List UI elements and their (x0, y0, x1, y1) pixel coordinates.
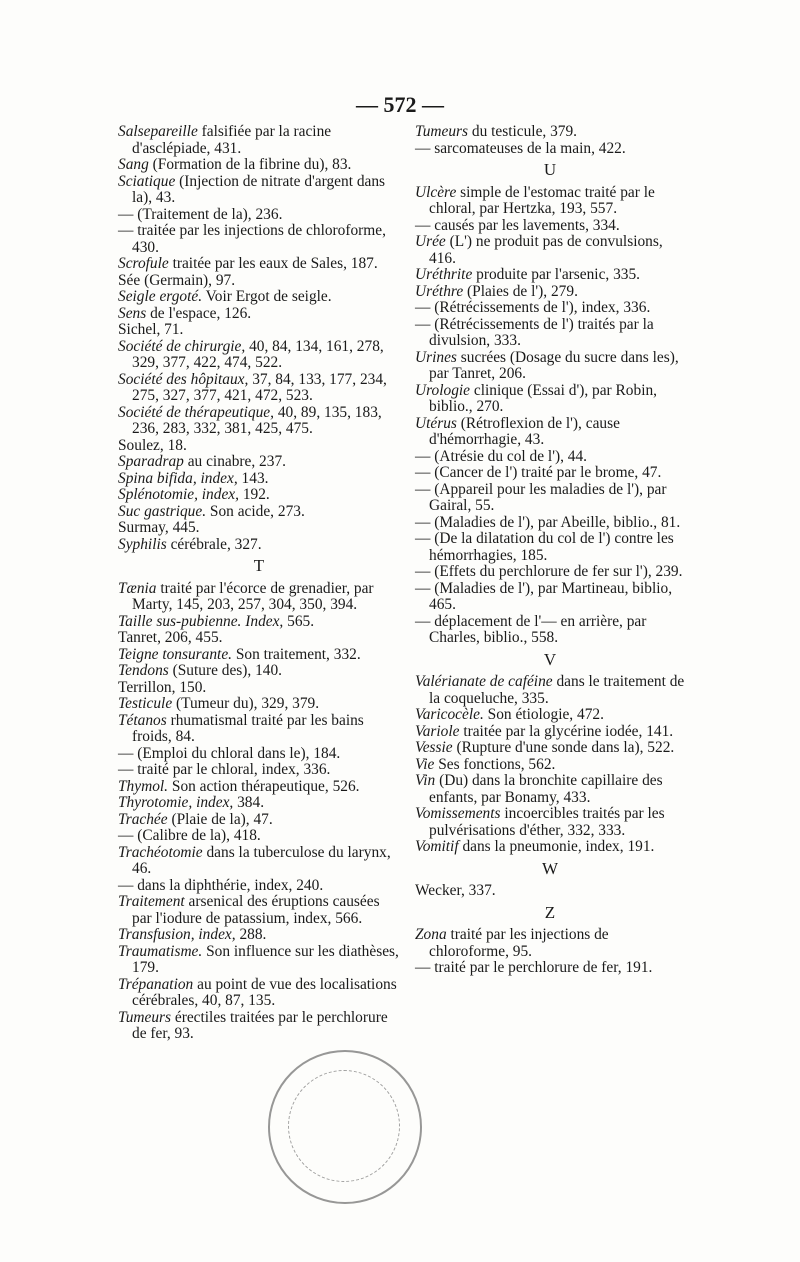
index-term: Sens (118, 304, 147, 322)
index-term: Société des hôpitaux, (118, 370, 249, 388)
index-details: Soulez, 18. (118, 436, 187, 454)
index-term: Salsepareille (118, 123, 198, 140)
index-details: Sée (Germain), 97. (118, 271, 236, 289)
index-entry (415, 531, 685, 564)
index-term: Tendons (118, 662, 169, 679)
section-letter: U (543, 160, 557, 179)
index-entry (118, 713, 400, 746)
index-term: Urologie (415, 381, 471, 399)
index-details: traité par les injections de chloroforme, 95. (429, 926, 609, 960)
index-entry (415, 350, 685, 383)
index-entry (118, 471, 400, 488)
index-entry (118, 405, 400, 438)
index-details: Son étiologie, 472. (483, 706, 604, 723)
index-details: — traité par le perchlorure de fer, 191. (415, 959, 653, 976)
index-entry (118, 581, 400, 614)
index-entry (415, 141, 685, 158)
index-details: (Suture des), 140. (168, 662, 283, 679)
index-entry (118, 504, 400, 521)
index-entry (118, 124, 400, 157)
index-entry (415, 300, 685, 317)
index-entry (118, 762, 400, 779)
index-details: 40, 84, 134, 161, 278, 329, 377, 422, 474, 522. (132, 337, 384, 371)
index-details: 288. (235, 926, 267, 943)
index-entry (415, 416, 685, 449)
index-details: — déplacement de l'— en arrière, par Charles, biblio., 558. (415, 612, 647, 646)
index-term: Ulcère (415, 183, 457, 201)
section-letter: T (253, 556, 265, 575)
index-entry (118, 663, 400, 680)
index-details: Voir Ergot de seigle. (202, 288, 332, 305)
index-term: Urines (415, 348, 457, 366)
index-details: simple de l'estomac traité par le chloral, par Hertzka, 193, 557. (429, 183, 655, 217)
index-details: — (De la dilatation du col de l') contre les hémorrhagies, 185. (415, 530, 674, 564)
index-term: Splénotomie, index, (118, 486, 239, 503)
index-details: Son traitement, 332. (232, 645, 361, 663)
index-entry (415, 564, 685, 581)
index-term: Valérianate de caféine (415, 673, 553, 690)
index-term: Société de thérapeutique, (118, 403, 274, 421)
index-entry (118, 289, 400, 306)
index-term: Sciatique (118, 172, 176, 190)
index-details: sucrées (Dosage du sucre dans les), par Tanret, 206. (429, 348, 679, 382)
index-entry (415, 515, 685, 532)
index-details: Tanret, 206, 455. (118, 629, 223, 646)
index-entry (415, 218, 685, 235)
index-term: Sang (118, 156, 149, 173)
index-details: 565. (283, 612, 315, 630)
index-details: (Injection de nitrate d'argent dans la), 43. (132, 172, 386, 206)
index-details: — (Rétrécissements de l'), index, 336. (415, 299, 651, 316)
index-entry (118, 207, 400, 224)
index-term: Vessie (415, 739, 453, 756)
index-term: Sparadrap (118, 453, 184, 470)
index-entry (118, 454, 400, 471)
index-term: Syphilis (118, 535, 167, 553)
section-letter: Z (544, 902, 556, 922)
index-term: Traumatisme. (118, 942, 203, 960)
index-entry (415, 724, 685, 741)
index-term: Testicule (118, 695, 173, 712)
index-entry (118, 746, 400, 763)
index-entry (415, 124, 685, 141)
index-entry (415, 740, 685, 757)
index-entry (118, 520, 400, 537)
index-details: — (Appareil pour les maladies de l'), par Gairal, 55. (415, 480, 667, 514)
index-details: incoercibles traités par les pulvérisations d'éther, 332, 333. (429, 805, 665, 839)
index-term: Spina bifida, index, (118, 469, 238, 487)
index-entry (118, 944, 400, 977)
index-entry (118, 339, 400, 372)
index-details: produite par l'arsenic, 335. (472, 266, 641, 283)
index-entry (415, 482, 685, 515)
index-details: falsifiée par la racine d'asclépiade, 431. (132, 123, 332, 157)
index-details: — traitée par les injections de chloroforme, 430. (118, 222, 386, 256)
index-entry (118, 306, 400, 323)
index-entry (415, 465, 685, 482)
index-entry (118, 647, 400, 664)
index-entry (118, 696, 400, 713)
index-entry (118, 537, 400, 554)
index-details: rhumatismal traité par les bains froids, 84. (132, 711, 364, 745)
index-entry (415, 185, 685, 218)
index-term: Société de chirurgie, (118, 337, 246, 355)
section-letter: W (541, 858, 559, 878)
index-entry (118, 894, 400, 927)
index-details: (Plaies de l'), 279. (463, 282, 578, 300)
index-details: au point de vue des localisations cérébrales, 40, 87, 135. (132, 975, 397, 1009)
index-entry (415, 839, 685, 856)
index-entry (415, 234, 685, 267)
index-details: 40, 89, 135, 183, 236, 283, 332, 381, 425, 475. (132, 403, 382, 437)
index-details: Wecker, 337. (415, 882, 496, 899)
index-term: Thyrotomie, index, (118, 794, 234, 811)
index-details: — (Traitement de la), 236. (118, 205, 283, 223)
index-details: cérébrale, 327. (166, 535, 262, 553)
index-details: Son influence sur les diathèses, 179. (132, 942, 399, 976)
index-term: Urée (415, 233, 446, 250)
index-term: Vomitif (415, 838, 459, 855)
index-details: — (Calibre de la), 418. (118, 827, 261, 844)
section-letter: V (543, 649, 557, 669)
index-entry (415, 317, 685, 350)
index-entry (415, 614, 685, 647)
index-entry (118, 157, 400, 174)
index-term: Taille sus-pubienne. Index, (118, 612, 284, 630)
index-entry (415, 674, 685, 707)
index-details: (Tumeur du), 329, 379. (172, 695, 320, 712)
index-entry (118, 845, 400, 878)
index-entry (118, 977, 400, 1010)
index-details: — (Cancer de l') traité par le brome, 47. (415, 464, 662, 481)
index-details: Ses fonctions, 562. (434, 755, 556, 773)
index-term: Tétanos (118, 711, 167, 729)
index-details: Son action thérapeutique, 526. (168, 777, 360, 795)
index-details: 192. (238, 486, 270, 503)
index-term: Trépanation (118, 975, 194, 993)
index-details: 143. (237, 469, 269, 487)
index-details: 37, 84, 133, 177, 234, 275, 327, 377, 421, 472, 523. (132, 370, 387, 404)
index-term: Tænia (118, 579, 157, 597)
index-entry (118, 779, 400, 796)
index-details: — (Emploi du chloral dans le), 184. (118, 744, 341, 762)
index-entry (118, 630, 400, 647)
index-entry (118, 174, 400, 207)
index-term: Transfusion, index, (118, 926, 236, 943)
index-details: Sichel, 71. (118, 321, 184, 338)
index-entry (118, 487, 400, 504)
index-term: Suc gastrique. (118, 502, 207, 520)
index-entry (118, 927, 400, 944)
index-entry (118, 372, 400, 405)
index-term: Tumeurs (415, 123, 469, 140)
index-term: Varicocèle. (415, 706, 484, 723)
index-entry (415, 960, 685, 977)
index-entry (415, 773, 685, 806)
index-entry (415, 927, 685, 960)
index-details: — (Atrésie du col de l'), 44. (415, 447, 588, 465)
index-term: Vie (415, 755, 435, 773)
index-entry (415, 581, 685, 614)
index-details: traitée par les eaux de Sales, 187. (168, 255, 378, 272)
index-details: (Rétroflexion de l'), cause d'hémorrhagie, 43. (429, 414, 620, 448)
index-term: Zona (415, 926, 447, 943)
index-entry (118, 878, 400, 895)
index-term: Scrofule (118, 255, 169, 272)
index-term: Trachéotomie (118, 843, 203, 861)
index-entry (118, 1010, 400, 1043)
index-details: — (Maladies de l'), par Martineau, biblio, 465. (415, 579, 673, 613)
index-details: dans le traitement de la coqueluche, 335. (429, 673, 685, 707)
index-entry (118, 812, 400, 829)
index-details: traité par l'écorce de grenadier, par Marty, 145, 203, 257, 304, 350, 394. (132, 579, 374, 613)
index-entry (118, 223, 400, 256)
index-column-right (415, 124, 685, 977)
index-details: (Du) dans la bronchite capillaire des enfants, par Bonamy, 433. (429, 772, 663, 806)
index-details: de l'espace, 126. (146, 304, 252, 322)
index-entry (118, 273, 400, 290)
index-details: Son acide, 273. (206, 502, 305, 520)
index-entry (415, 383, 685, 416)
index-entry (415, 883, 685, 900)
index-term: Variole (415, 722, 460, 740)
index-term: Uréthre (415, 282, 464, 300)
index-details: (Formation de la fibrine du), 83. (148, 156, 352, 173)
index-term: Uréthrite (415, 266, 473, 283)
index-details: Terrillon, 150. (118, 678, 207, 696)
index-term: Vin (415, 772, 436, 789)
index-details: — traité par le chloral, index, 336. (118, 761, 331, 778)
index-entry (118, 614, 400, 631)
index-term: Thymol. (118, 777, 169, 795)
index-entry (415, 449, 685, 466)
index-details: dans la tuberculose du larynx, 46. (132, 843, 391, 877)
index-details: (L') ne produit pas de convulsions, 416. (429, 233, 663, 267)
index-details: traitée par la glycérine iodée, 141. (459, 722, 674, 740)
index-entry (118, 680, 400, 697)
index-entry (415, 806, 685, 839)
index-details: arsenical des éruptions causées par l'iodure de patassium, index, 566. (132, 893, 380, 927)
index-details: — (Effets du perchlorure de fer sur l'), 239. (415, 563, 683, 580)
index-details: du testicule, 379. (468, 123, 578, 140)
index-term: Tumeurs (118, 1008, 172, 1026)
index-entry (415, 267, 685, 284)
page-number: — 572 — (356, 92, 444, 117)
index-details: — sarcomateuses de la main, 422. (415, 139, 626, 157)
index-details: clinique (Essai d'), par Robin, biblio., 270. (429, 381, 658, 415)
index-details: érectiles traitées par le perchlorure de fer, 93. (132, 1008, 388, 1042)
index-details: — causés par les lavements, 334. (415, 216, 620, 234)
index-details: (Plaie de la), 47. (167, 810, 273, 828)
library-stamp-inner-ring (288, 1070, 400, 1182)
index-entry (415, 707, 685, 724)
index-details: (Rupture d'une sonde dans la), 522. (452, 739, 675, 756)
index-column-left (118, 124, 400, 1043)
index-term: Trachée (118, 810, 168, 828)
index-details: — (Maladies de l'), par Abeille, biblio., 81. (415, 513, 681, 531)
index-entry (118, 438, 400, 455)
index-details: dans la pneumonie, index, 191. (458, 838, 655, 855)
index-details: au cinabre, 237. (183, 453, 286, 470)
index-entry (118, 795, 400, 812)
index-details: Surmay, 445. (118, 519, 200, 536)
index-entry (118, 256, 400, 273)
index-details: — dans la diphthérie, index, 240. (118, 876, 324, 894)
index-details: 384. (233, 794, 265, 811)
index-details: — (Rétrécissements de l') traités par la divulsion, 333. (415, 315, 654, 349)
index-entry (415, 284, 685, 301)
index-entry (415, 757, 685, 774)
index-term: Seigle ergoté. (118, 288, 203, 305)
index-entry (118, 322, 400, 339)
library-stamp (268, 1050, 422, 1204)
index-term: Teigne tonsurante. (118, 645, 233, 663)
index-term: Traitement (118, 893, 185, 910)
index-term: Vomissements (415, 805, 501, 822)
index-entry (118, 828, 400, 845)
index-term: Utérus (415, 414, 457, 432)
